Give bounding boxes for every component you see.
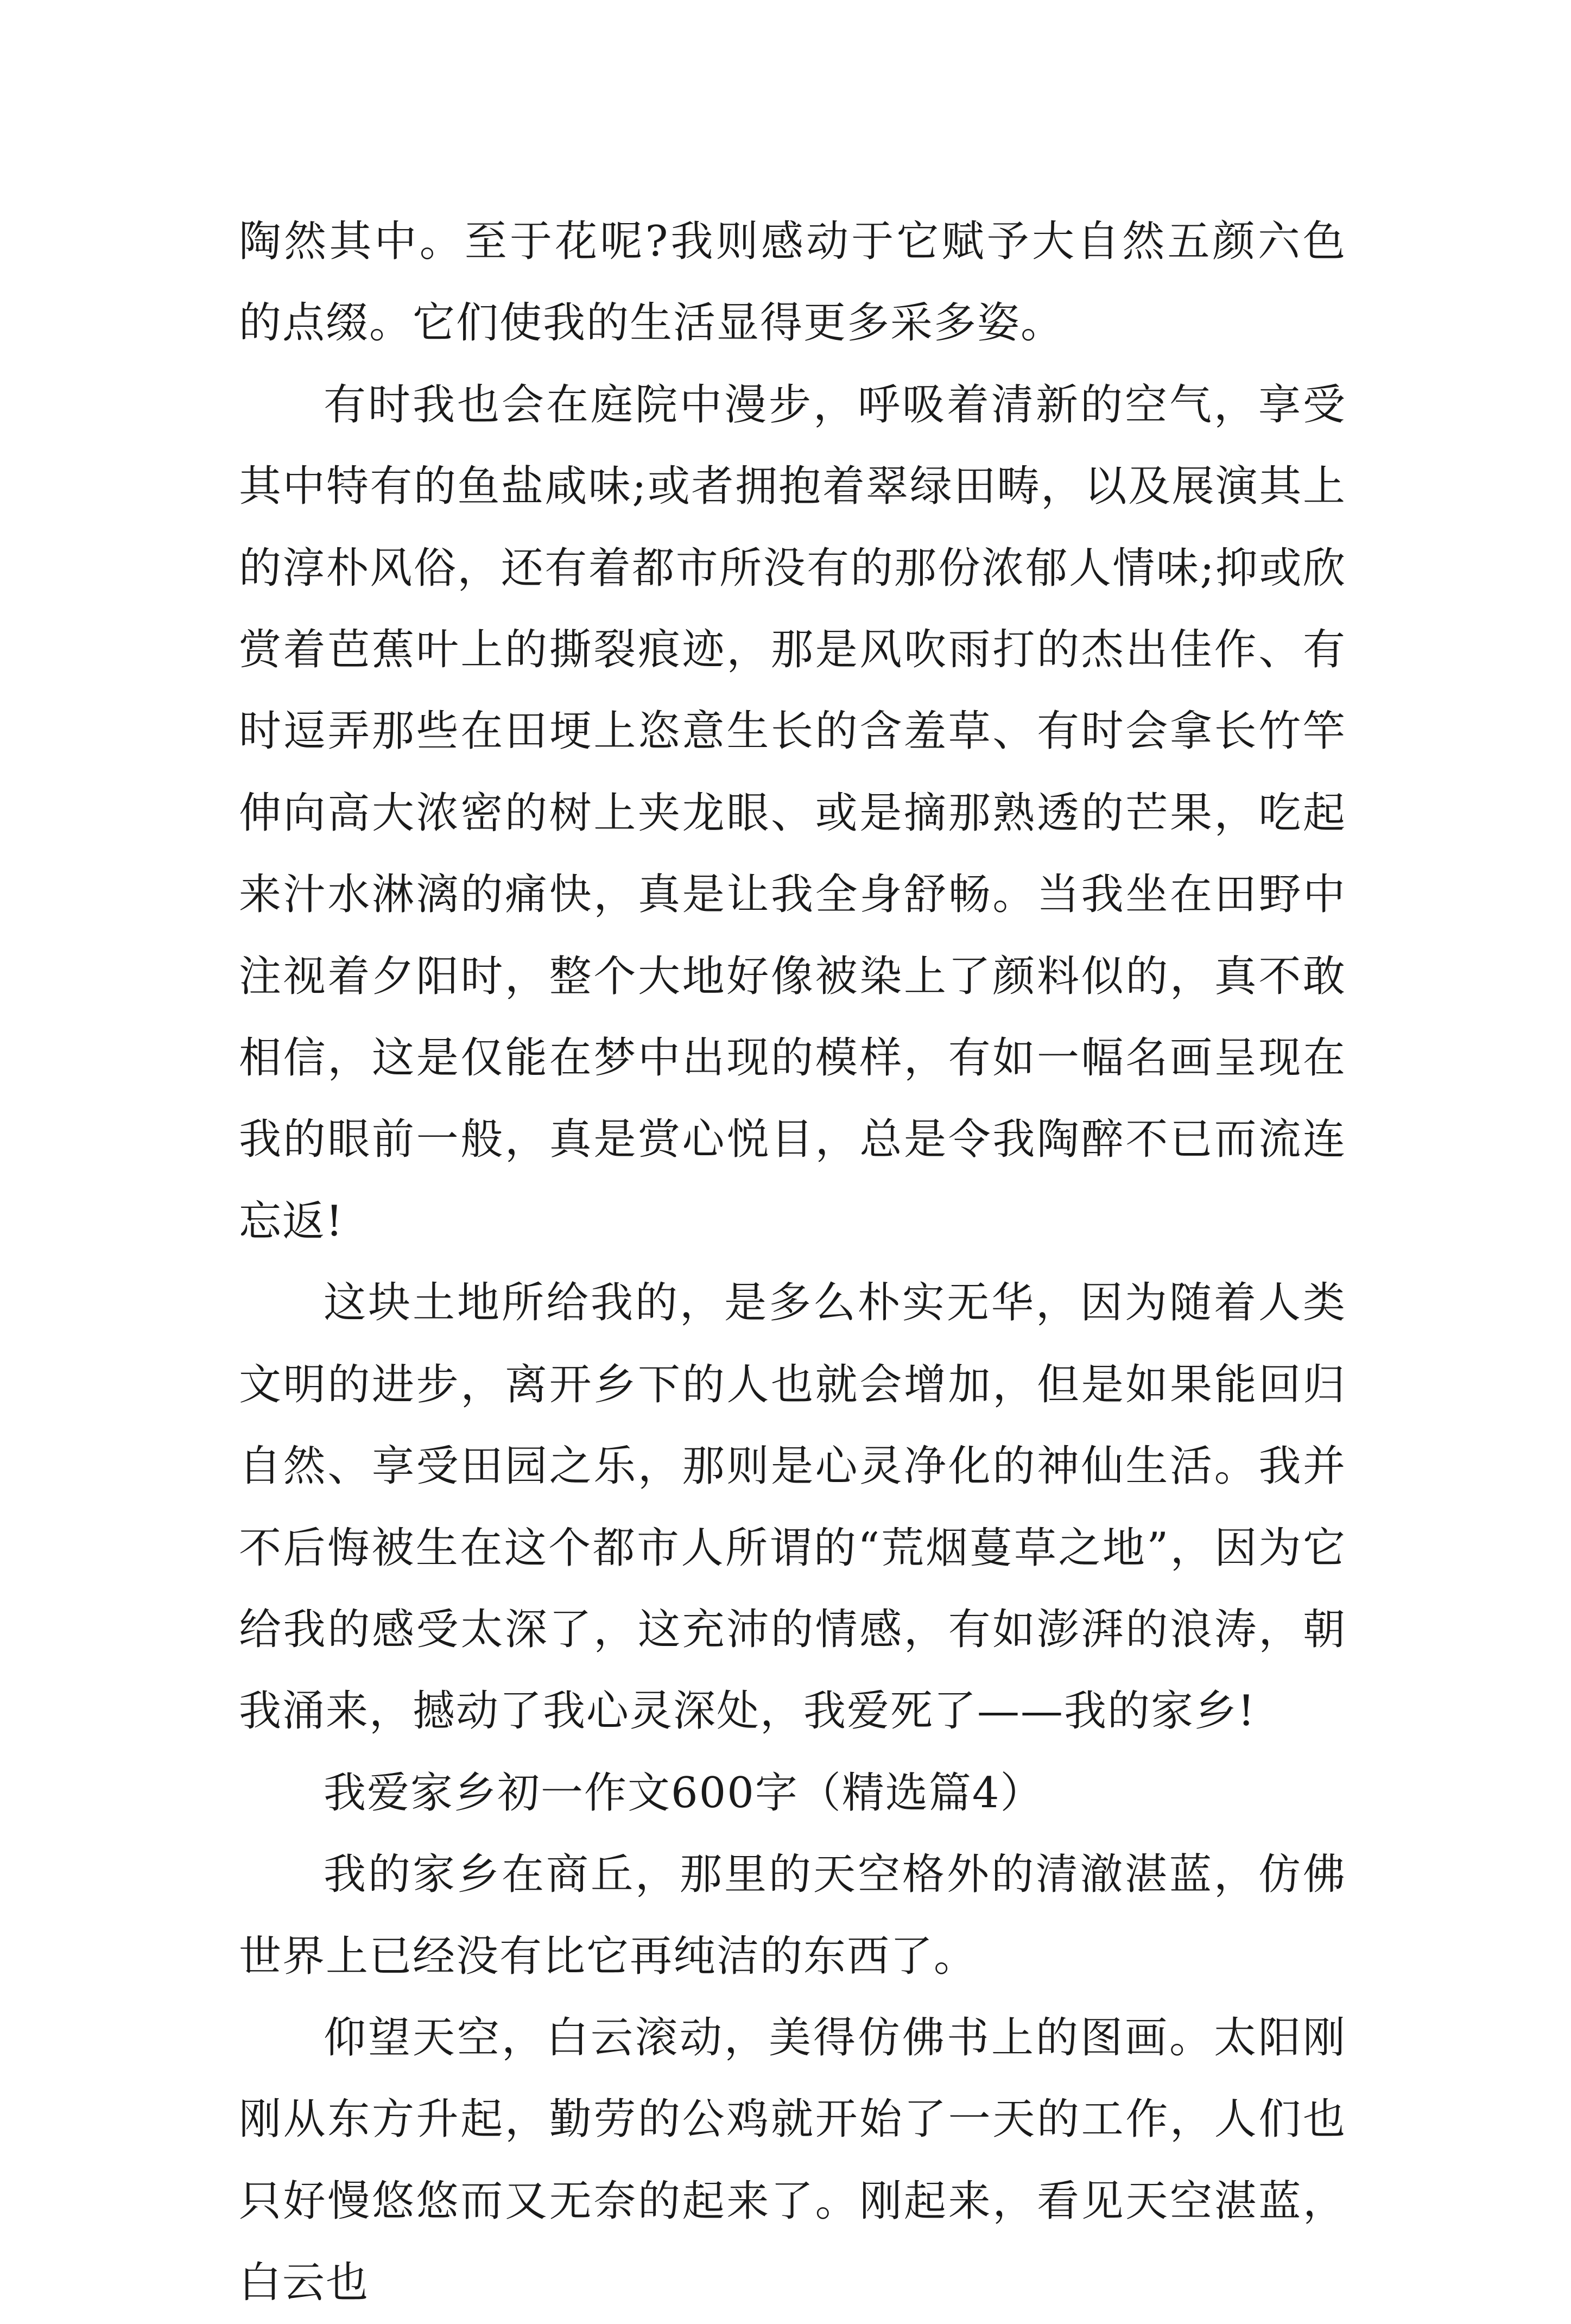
paragraph-continuation: 陶然其中。至于花呢?我则感动于它赋予大自然五颜六色的点缀。它们使我的生活显得更多采多姿。 <box>239 217 1346 348</box>
document-body <box>239 201 1346 2324</box>
paragraph-love-of-land: 这块土地所给我的，是多么朴实无华，因为随着人类文明的进步，离开乡下的人也就会增加，但是如果能回归自然、享受田园之乐，那则是心灵净化的神仙生活。我并不后悔被生在这个都市人所谓的“荒烟蔓草之地”，因为它给我的感受太深了，这充沛的情感，有如澎湃的浪涛，朝我涌来，撼动了我心灵深处，我爱死了——我的家乡! <box>239 1278 1346 1736</box>
essay-heading: 我爱家乡初一作文600字（精选篇4） <box>324 1768 1044 1818</box>
paragraph-countryside-stroll: 有时我也会在庭院中漫步，呼吸着清新的空气，享受其中特有的鱼盐咸味;或者拥抱着翠绿田畴，以及展演其上的淳朴风俗，还有着都市所没有的那份浓郁人情味;抑或欣赏着芭蕉叶上的撕裂痕迹，那是风吹雨打的杰出佳作、有时逗弄那些在田埂上恣意生长的含羞草、有时会拿长竹竿伸向高大浓密的树上夹龙眼、或是摘那熟透的芒果，吃起来汁水淋漓的痛快，真是让我全身舒畅。当我坐在田野中注视着夕阳时，整个大地好像被染上了颜料似的，真不敢相信，这是仅能在梦中出现的模样，有如一幅名画呈现在我的眼前一般，真是赏心悦目，总是令我陶醉不已而流连忘返! <box>239 380 1346 1246</box>
paragraph-morning: 仰望天空，白云滚动，美得仿佛书上的图画。太阳刚刚从东方升起，勤劳的公鸡就开始了一天的工作，人们也只好慢悠悠而又无奈的起来了。刚起来，看见天空湛蓝，白云也 <box>239 2013 1346 2308</box>
paragraph-shangqiu-sky: 我的家乡在商丘，那里的天空格外的清澈湛蓝，仿佛世界上已经没有比它再纯洁的东西了。 <box>239 1850 1346 1981</box>
